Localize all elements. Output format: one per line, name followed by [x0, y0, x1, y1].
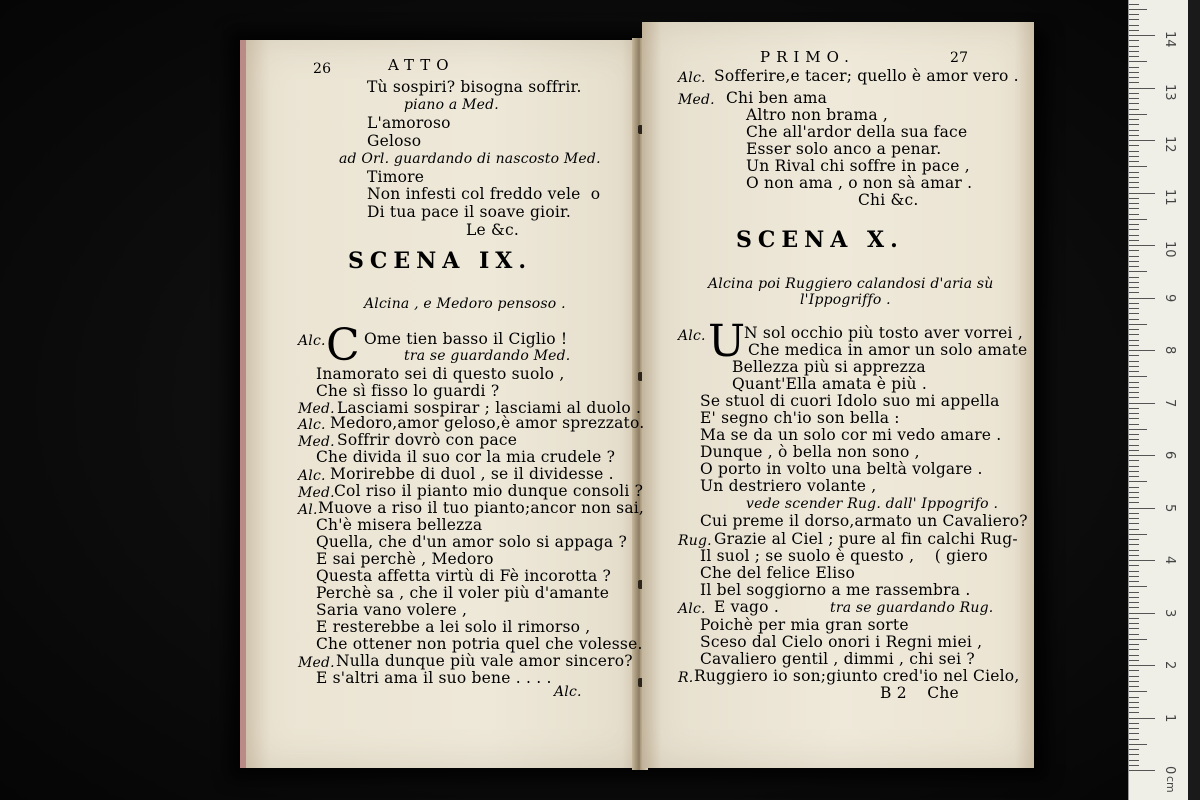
ruler-tick: [1129, 539, 1139, 540]
ruler-tick: [1129, 382, 1139, 383]
ruler-tick: [1129, 240, 1139, 241]
ruler-tick: [1129, 14, 1139, 15]
ruler-tick: [1129, 40, 1139, 41]
ruler-tick: [1129, 366, 1139, 367]
verse-line: Un Rival chi soffre in pace ,: [746, 157, 970, 175]
ruler-tick: [1129, 282, 1139, 283]
ruler-tick: [1129, 471, 1139, 472]
verse-line: Ch'è misera bellezza: [316, 516, 483, 534]
ruler-number: 11: [1162, 188, 1177, 206]
ruler-tick: [1129, 413, 1139, 414]
ruler-tick: [1129, 744, 1147, 745]
ruler-tick: [1129, 723, 1139, 724]
ruler-tick: [1129, 172, 1139, 173]
ruler-tick: [1129, 613, 1155, 614]
ruler-tick: [1129, 770, 1155, 771]
ruler-tick: [1129, 35, 1155, 36]
ruler-tick: [1129, 523, 1139, 524]
ruler-tick: [1129, 618, 1139, 619]
scene-characters: Alcina poi Ruggiero calandosi d'aria sù: [708, 276, 994, 292]
ruler-tick: [1129, 697, 1139, 698]
ruler-tick: [1129, 534, 1147, 535]
verse-line: Quella, che d'un amor solo si appaga ?: [316, 533, 627, 551]
ruler-tick: [1129, 229, 1139, 230]
ruler-tick: [1129, 166, 1147, 167]
ruler-tick: [1129, 487, 1139, 488]
verse-line: Non infesti col freddo vele o: [367, 185, 601, 203]
ruler-tick: [1129, 765, 1139, 766]
ruler-tick: [1129, 529, 1139, 530]
stage-direction: vede scender Rug. dall' Ippogrifo .: [746, 496, 999, 512]
ruler-tick: [1129, 555, 1139, 556]
ruler-tick: [1129, 665, 1155, 666]
ruler-tick: [1129, 371, 1139, 372]
verse-line: E' segno ch'io son bella :: [700, 409, 900, 427]
speaker-label: Med.: [298, 655, 335, 671]
verse-line: Cui preme il dorso,armato un Cavaliero?: [700, 512, 1028, 530]
ruler-tick: [1129, 46, 1139, 47]
scene-title: SCENA X.: [736, 227, 904, 253]
ruler-number: 13: [1162, 83, 1177, 101]
verse-line: Chi ben ama: [726, 89, 828, 107]
right-page-number: 27: [950, 50, 969, 66]
ruler-tick: [1129, 140, 1155, 141]
verse-line: Lasciami sospirar ; lasciami al duolo .: [337, 399, 642, 417]
scene-title: SCENA IX.: [348, 248, 533, 274]
ruler-tick: [1129, 739, 1139, 740]
verse-line: E sai perchè , Medoro: [316, 550, 494, 568]
verse-line: Di tua pace il soave gioir.: [367, 203, 572, 221]
ruler-tick: [1129, 88, 1155, 89]
verse-line: Ruggiero io son;giunto cred'io nel Cielo,: [694, 667, 1020, 685]
ruler-tick: [1129, 544, 1139, 545]
ruler-tick: [1129, 571, 1139, 572]
speaker-label: Al.: [298, 502, 318, 518]
ruler-tick: [1129, 728, 1139, 729]
ruler-tick: [1129, 492, 1139, 493]
ruler-tick: [1129, 67, 1139, 68]
ruler-tick: [1129, 292, 1139, 293]
ruler-number: 7: [1162, 398, 1177, 407]
verse-line: Morirebbe di duol , se il dividesse .: [330, 465, 614, 483]
ruler-tick: [1129, 9, 1147, 10]
verse-line: Bellezza più si apprezza: [732, 358, 926, 376]
ruler-tick: [1129, 623, 1139, 624]
scene-characters: Alcina , e Medoro pensoso .: [364, 296, 566, 312]
speaker-label: Med.: [678, 92, 715, 108]
ruler-tick: [1129, 712, 1139, 713]
verse-line: E s'altri ama il suo bene . . . .: [316, 669, 552, 687]
verse-line: Altro non brama ,: [746, 106, 889, 124]
stage-direction: tra se guardando Med.: [404, 348, 571, 364]
ruler-tick: [1129, 550, 1139, 551]
ruler-tick: [1129, 156, 1139, 157]
ruler-tick: [1129, 376, 1147, 377]
ruler-tick: [1129, 497, 1139, 498]
ruler-tick: [1129, 466, 1139, 467]
verse-line: Nulla dunque più vale amor sincero?: [336, 652, 633, 670]
verse-line: Questa affetta virtù di Fè incorotta ?: [316, 567, 612, 585]
ruler-tick: [1129, 586, 1147, 587]
speaker-label: Alc.: [678, 601, 706, 617]
ruler-tick: [1129, 754, 1139, 755]
ruler-tick: [1129, 424, 1139, 425]
verse-line: Il suol ; se suolo è questo , ( giero: [700, 547, 988, 565]
verse-line: Il bel soggiorno a me rassembra .: [700, 581, 971, 599]
right-running-head: PRIMO.: [760, 48, 855, 66]
verse-line: Col riso il pianto mio dunque consoli ?: [334, 482, 644, 500]
ruler-unit: cm: [1164, 776, 1177, 793]
ruler-number: 1: [1162, 713, 1177, 722]
ruler-tick: [1129, 361, 1139, 362]
verse-line: Inamorato sei di questo suolo ,: [316, 365, 565, 383]
ruler-tick: [1129, 329, 1139, 330]
ruler-tick: [1129, 649, 1139, 650]
verse-line: Cavaliero gentil , dimmi , chi sei ?: [700, 650, 975, 668]
signature-catchword: B 2 Che: [880, 684, 959, 702]
ruler-tick: [1129, 256, 1139, 257]
ruler-tick: [1129, 77, 1139, 78]
verse-line: O non ama , o non sà amar .: [746, 174, 973, 192]
ruler-tick: [1129, 581, 1139, 582]
ruler-tick: [1129, 203, 1139, 204]
verse-line: Tù sospiri? bisogna soffrir.: [367, 78, 582, 96]
ruler-tick: [1129, 51, 1139, 52]
verse-line: Soffrir dovrò con pace: [337, 431, 518, 449]
verse-line: Che del felice Eliso: [700, 564, 856, 582]
ruler-tick: [1129, 676, 1139, 677]
ruler-tick: [1129, 350, 1155, 351]
ruler-tick: [1129, 198, 1139, 199]
ruler-tick: [1129, 565, 1139, 566]
verse-line: O porto in volto una beltà volgare .: [700, 460, 983, 478]
ruler-tick: [1129, 98, 1139, 99]
ruler-tick: [1129, 434, 1139, 435]
ruler-tick: [1129, 718, 1155, 719]
speaker-label: Alc.: [298, 468, 326, 484]
ruler-tick: [1129, 518, 1139, 519]
ruler-tick: [1129, 25, 1139, 26]
ruler-tick: [1129, 607, 1139, 608]
ruler-tick: [1129, 187, 1139, 188]
ruler-edge: [1188, 0, 1200, 800]
ruler-tick: [1129, 114, 1147, 115]
ruler-tick: [1129, 397, 1139, 398]
ruler-tick: [1129, 513, 1139, 514]
ruler-tick: [1129, 355, 1139, 356]
ruler-tick: [1129, 429, 1147, 430]
ruler-tick: [1129, 82, 1139, 83]
ruler-tick: [1129, 261, 1139, 262]
verse-line: Dunque , ò bella non sono ,: [700, 443, 920, 461]
ruler-tick: [1129, 639, 1147, 640]
verse-line: Un destriero volante ,: [700, 477, 877, 495]
speaker-label: Med.: [298, 434, 335, 450]
ruler-tick: [1129, 655, 1139, 656]
verse-line: N sol occhio più tosto aver vorrei ,: [744, 324, 1023, 342]
ruler-tick: [1129, 208, 1139, 209]
ruler-tick: [1129, 560, 1155, 561]
ruler-tick: [1129, 455, 1155, 456]
speaker-label: Med.: [298, 485, 335, 501]
verse-line: E resterebbe a lei solo il rimorso ,: [316, 618, 591, 636]
ruler-tick: [1129, 760, 1139, 761]
verse-line: Sofferire,e tacer; quello è amor vero .: [714, 67, 1019, 85]
ruler-tick: [1129, 119, 1139, 120]
ruler-tick: [1129, 72, 1139, 73]
ruler-tick: [1129, 445, 1139, 446]
ruler-tick: [1129, 324, 1147, 325]
verse-line: Esser solo anco a penar.: [746, 140, 942, 158]
ruler-tick: [1129, 235, 1139, 236]
stage-direction: ad Orl. guardando di nascosto Med.: [339, 151, 601, 167]
verse-line: Che divida il suo cor la mia crudele ?: [316, 448, 616, 466]
ruler-number: 6: [1162, 451, 1177, 460]
ruler-tick: [1129, 177, 1139, 178]
verse-line: Grazie al Ciel ; pure al fin calchi Rug-: [714, 530, 1018, 548]
verse-line: Saria vano volere ,: [316, 601, 468, 619]
ruler-tick: [1129, 219, 1147, 220]
verse-line: Le &c.: [466, 221, 519, 239]
verse-line: Che all'ardor della sua face: [746, 123, 968, 141]
ruler-number: 9: [1162, 293, 1177, 302]
ruler-number: 8: [1162, 346, 1177, 355]
catchword: Alc.: [554, 684, 582, 700]
ruler-tick: [1129, 660, 1139, 661]
ruler-tick: [1129, 418, 1139, 419]
verse-line: Che medica in amor un solo amate: [748, 341, 1028, 359]
ruler-number: 14: [1162, 31, 1177, 48]
ruler-tick: [1129, 313, 1139, 314]
ruler-tick: [1129, 644, 1139, 645]
ruler-tick: [1129, 193, 1155, 194]
ruler-tick: [1129, 61, 1147, 62]
ruler-tick: [1129, 392, 1139, 393]
ruler-tick: [1129, 245, 1155, 246]
verse-line: Timore: [367, 168, 425, 186]
ruler-tick: [1129, 182, 1139, 183]
verse-line: Sceso dal Cielo onori i Regni miei ,: [700, 633, 983, 651]
ruler-tick: [1129, 576, 1139, 577]
left-page-number: 26: [313, 61, 332, 77]
ruler-tick: [1129, 93, 1139, 94]
ruler-tick: [1129, 749, 1139, 750]
ruler-tick: [1129, 250, 1139, 251]
verse-line: L'amoroso: [367, 114, 451, 132]
verse-line: Geloso: [367, 132, 422, 150]
speaker-label: Alc.: [678, 328, 706, 344]
ruler-tick: [1129, 733, 1139, 734]
ruler-number: 12: [1162, 136, 1177, 153]
ruler-tick: [1129, 319, 1139, 320]
ruler-tick: [1129, 707, 1139, 708]
ruler-tick: [1129, 681, 1139, 682]
verse-line: Ma se da un solo cor mi vedo amare .: [700, 426, 1002, 444]
ruler-number: 2: [1162, 661, 1177, 670]
ruler-tick: [1129, 403, 1155, 404]
verse-line: Medoro,amor geloso,è amor sprezzato.: [330, 414, 645, 432]
ruler-tick: [1129, 597, 1139, 598]
ruler-number: 3: [1162, 608, 1177, 617]
verse-line: E vago .: [714, 598, 779, 616]
ruler-tick: [1129, 691, 1147, 692]
ruler-tick: [1129, 308, 1139, 309]
speaker-label: Med.: [298, 401, 335, 417]
ruler-tick: [1129, 460, 1139, 461]
ruler-tick: [1129, 145, 1139, 146]
ruler-tick: [1129, 481, 1147, 482]
drop-cap: U: [708, 316, 746, 367]
speaker-label: Alc.: [298, 333, 326, 349]
ruler-tick: [1129, 287, 1139, 288]
ruler-tick: [1129, 408, 1139, 409]
speaker-label: Alc.: [678, 70, 706, 86]
ruler-tick: [1129, 224, 1139, 225]
ruler-tick: [1129, 303, 1139, 304]
ruler-tick: [1129, 334, 1139, 335]
ruler-tick: [1129, 56, 1139, 57]
verse-line: Che ottener non potria quel che volesse.: [316, 635, 643, 653]
ruler-number: 10: [1162, 241, 1177, 258]
ruler-tick: [1129, 450, 1139, 451]
ruler-tick: [1129, 439, 1139, 440]
scene-characters: l'Ippogriffo .: [800, 292, 891, 308]
ruler-tick: [1129, 277, 1139, 278]
ruler-tick: [1129, 109, 1139, 110]
verse-line: Perchè sa , che il voler più d'amante: [316, 584, 610, 602]
ruler-tick: [1129, 130, 1139, 131]
verse-line: Se stuol di cuori Idolo suo mi appella: [700, 392, 1000, 410]
speaker-label: R.: [678, 670, 694, 686]
ruler-tick: [1129, 387, 1139, 388]
ruler-tick: [1129, 345, 1139, 346]
ruler-tick: [1129, 508, 1155, 509]
ruler-number: 0: [1162, 766, 1177, 775]
ruler-tick: [1129, 271, 1147, 272]
ruler-tick: [1129, 161, 1139, 162]
speaker-label: Alc.: [298, 417, 326, 433]
verse-line: Quant'Ella amata è più .: [732, 375, 927, 393]
ruler-tick: [1129, 670, 1139, 671]
ruler-tick: [1129, 103, 1139, 104]
ruler-tick: [1129, 628, 1139, 629]
verse-line: Poichè per mia gran sorte: [700, 616, 909, 634]
verse-line: Ome tien basso il Ciglio !: [364, 330, 568, 348]
ruler-tick: [1129, 298, 1155, 299]
ruler-number: 4: [1162, 556, 1177, 565]
verse-line: Muove a riso il tuo pianto;ancor non sai,: [318, 499, 645, 517]
ruler-tick: [1129, 592, 1139, 593]
ruler-tick: [1129, 340, 1139, 341]
ruler-tick: [1129, 634, 1139, 635]
ruler-tick: [1129, 214, 1139, 215]
ruler-tick: [1129, 476, 1139, 477]
verse-line: Chi &c.: [858, 191, 919, 209]
ruler-tick: [1129, 124, 1139, 125]
ruler-tick: [1129, 602, 1139, 603]
ruler-tick: [1129, 702, 1139, 703]
ruler-tick: [1129, 19, 1139, 20]
ruler-tick: [1129, 686, 1139, 687]
ruler-tick: [1129, 30, 1139, 31]
ruler-tick: [1129, 151, 1139, 152]
stage-direction: tra se guardando Rug.: [830, 600, 994, 616]
ruler-tick: [1129, 502, 1139, 503]
ruler-tick: [1129, 266, 1139, 267]
left-running-head: ATTO: [388, 56, 455, 74]
ruler-number: 5: [1162, 503, 1177, 512]
ruler-tick: [1129, 4, 1139, 5]
measurement-ruler: [1128, 0, 1189, 800]
stage-direction: piano a Med.: [404, 97, 499, 113]
verse-line: Che sì fisso lo guardi ?: [316, 382, 500, 400]
drop-cap: C: [326, 320, 360, 371]
speaker-label: Rug.: [678, 533, 712, 549]
ruler-tick: [1129, 135, 1139, 136]
